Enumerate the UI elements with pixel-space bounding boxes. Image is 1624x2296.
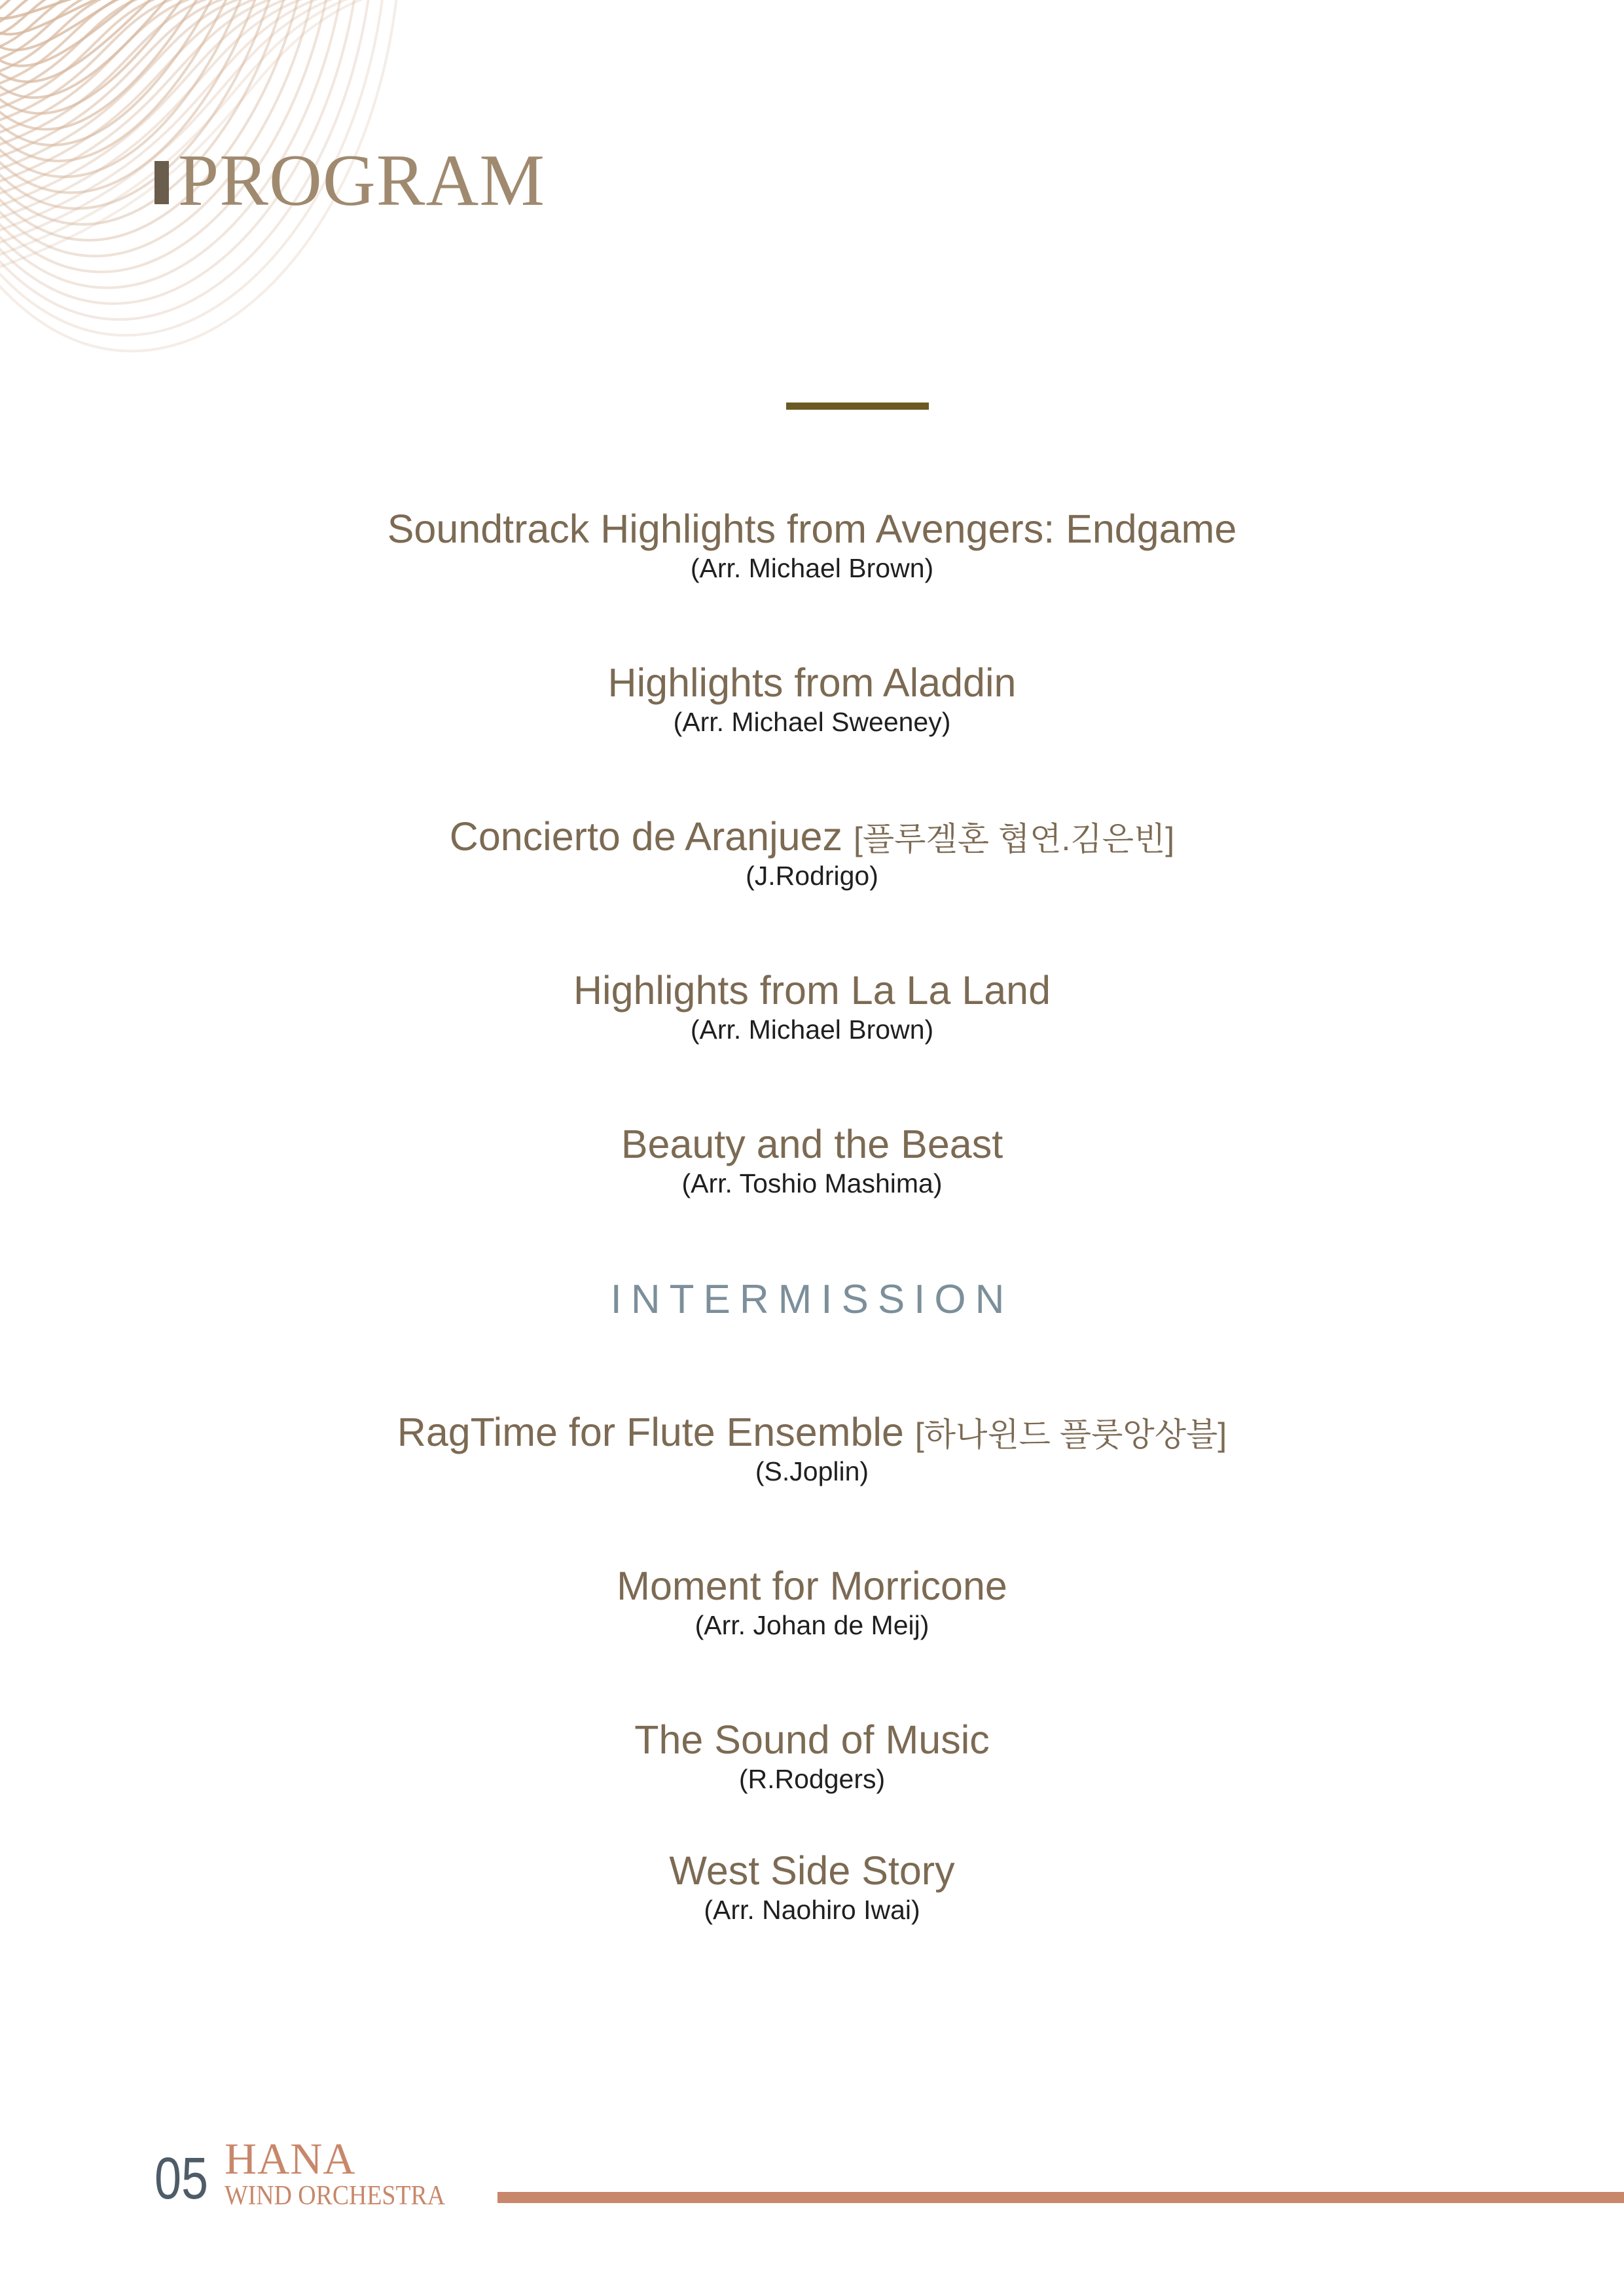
piece-composer: (R.Rodgers) — [738, 1764, 886, 1795]
title-accent-bar — [154, 161, 169, 204]
piece-note: [하나윈드 플룻앙상블] — [914, 1416, 1227, 1453]
program-item — [0, 1123, 1624, 1200]
piece-title: Highlights from La La Land — [573, 968, 1051, 1013]
piece-title: Concierto de Aranjuez [플루겔혼 협연.김은빈] — [449, 814, 1175, 859]
program-item — [0, 1719, 1624, 1795]
footer-brand — [225, 2136, 470, 2210]
title-divider — [786, 403, 929, 410]
piece-composer: (J.Rodrigo) — [746, 861, 878, 891]
piece-title: RagTime for Flute Ensemble [하나윈드 플룻앙상블] — [397, 1410, 1227, 1454]
piece-composer: (Arr. Naohiro Iwai) — [704, 1895, 920, 1926]
program-item — [0, 1565, 1624, 1641]
page-header — [154, 140, 545, 221]
piece-composer: (Arr. Michael Brown) — [690, 553, 934, 584]
page-title: PROGRAM — [178, 140, 545, 221]
piece-composer: (Arr. Toshio Mashima) — [681, 1168, 943, 1199]
piece-composer: (Arr. Michael Brown) — [690, 1014, 934, 1045]
piece-title: West Side Story — [669, 1848, 955, 1893]
intermission-label: INTERMISSION — [610, 1277, 1014, 1322]
piece-title: Highlights from Aladdin — [607, 660, 1017, 705]
program-item — [0, 662, 1624, 738]
piece-note: [플루겔혼 협연.김은빈] — [853, 821, 1175, 857]
piece-composer: (Arr. Michael Sweeney) — [673, 707, 951, 738]
piece-title: The Sound of Music — [634, 1717, 990, 1762]
program-item — [0, 1411, 1624, 1488]
brand-line-2: WIND ORCHESTRA — [225, 2181, 446, 2211]
page-number: 05 — [154, 2146, 209, 2212]
program-item — [0, 969, 1624, 1046]
decorative-wave-lines — [0, 0, 589, 537]
footer-rule — [497, 2192, 1624, 2203]
program-item — [0, 508, 1624, 584]
program-item — [0, 1850, 1624, 1926]
piece-title: Soundtrack Highlights from Avengers: Endgame — [387, 507, 1237, 551]
piece-composer: (Arr. Johan de Meij) — [695, 1610, 929, 1641]
piece-title: Moment for Morricone — [617, 1564, 1007, 1608]
program-item — [0, 816, 1624, 892]
brand-line-1: HANA — [225, 2134, 356, 2183]
piece-title: Beauty and the Beast — [621, 1122, 1003, 1166]
piece-composer: (S.Joplin) — [755, 1456, 869, 1487]
